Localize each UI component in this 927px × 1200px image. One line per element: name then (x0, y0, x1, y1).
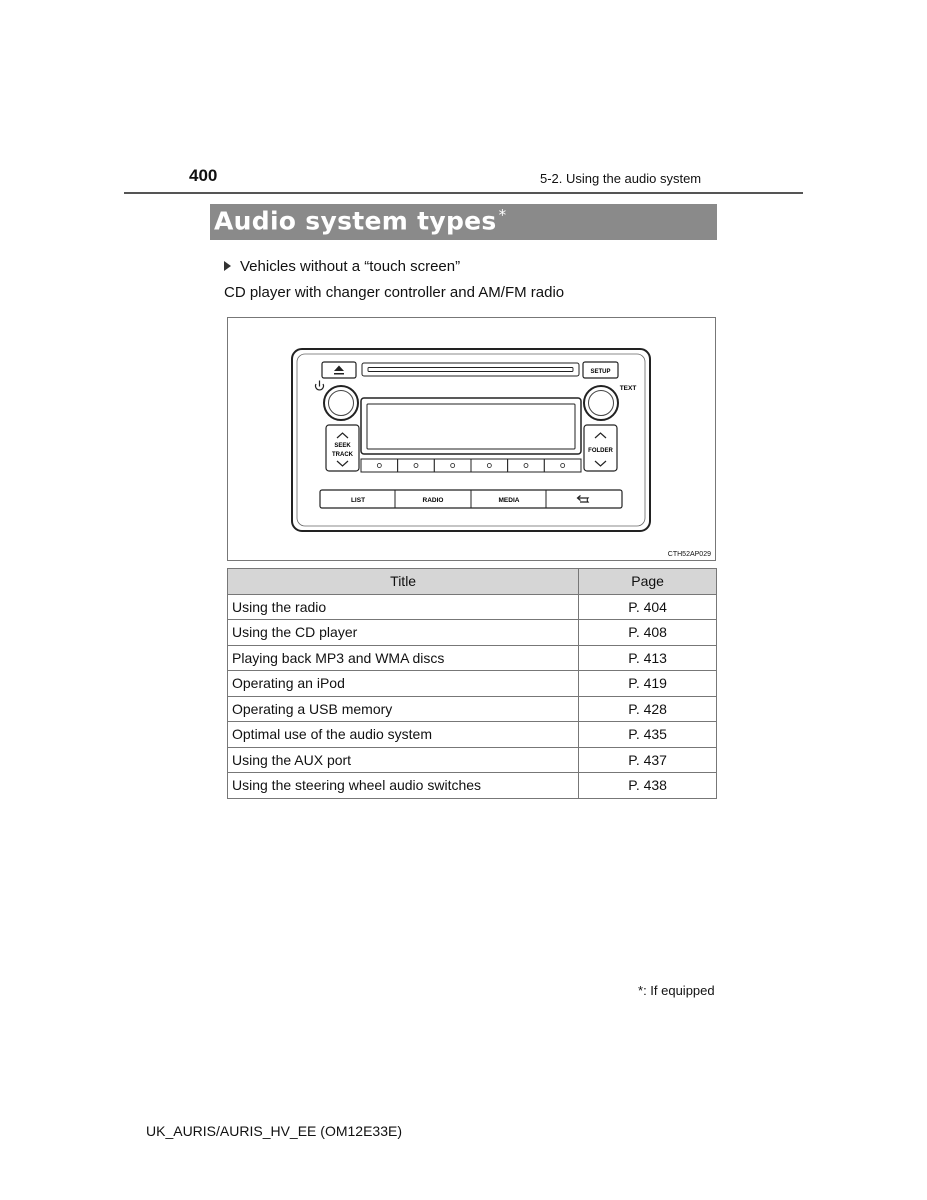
preset-button (508, 459, 545, 472)
audio-unit-figure (227, 317, 716, 561)
header-page: Page (579, 569, 717, 595)
preset-button (361, 459, 398, 472)
preset-buttons (361, 459, 581, 472)
table-row (228, 747, 717, 773)
page-title-text: Audio system types (214, 206, 497, 236)
row-title: Operating an iPod (228, 671, 579, 697)
cd-slot (368, 368, 573, 372)
page-number: 400 (189, 166, 218, 185)
row-title: Using the radio (228, 594, 579, 620)
table-row (228, 722, 717, 748)
radio-label: RADIO (422, 497, 444, 504)
seek-label: SEEK (334, 443, 351, 449)
display-screen (367, 404, 575, 449)
table-row (228, 594, 717, 620)
row-page: P. 419 (579, 671, 717, 697)
tune-knob (584, 386, 618, 420)
row-page: P. 404 (579, 594, 717, 620)
row-title: Using the CD player (228, 620, 579, 646)
section-title: 5-2. Using the audio system (540, 171, 702, 186)
footnote (638, 983, 715, 998)
media-label: MEDIA (498, 497, 520, 504)
table-row (228, 620, 717, 646)
title-marker: * (498, 206, 507, 224)
footnote-marker: * (638, 983, 644, 998)
page-title (214, 206, 506, 235)
row-page: P. 413 (579, 645, 717, 671)
volume-knob (324, 386, 358, 420)
table-row (228, 645, 717, 671)
document-footer: UK_AURIS/AURIS_HV_EE (OM12E33E) (146, 1123, 402, 1139)
bullet-line (224, 258, 460, 275)
row-title: Operating a USB memory (228, 696, 579, 722)
row-title: Playing back MP3 and WMA discs (228, 645, 579, 671)
table-row (228, 773, 717, 799)
figure-caption: CD player with changer controller and AM/FM radio (224, 284, 565, 301)
row-title: Using the AUX port (228, 747, 579, 773)
row-page: P. 437 (579, 747, 717, 773)
folder-label: FOLDER (588, 448, 613, 454)
row-page: P. 438 (579, 773, 717, 799)
audio-unit-illustration (228, 318, 715, 560)
setup-label: SETUP (590, 369, 611, 375)
row-page: P. 428 (579, 696, 717, 722)
preset-button (544, 459, 581, 472)
text-label: TEXT (619, 385, 637, 392)
table-row (228, 696, 717, 722)
bullet-text: Vehicles without a “touch screen” (240, 258, 461, 275)
row-title: Optimal use of the audio system (228, 722, 579, 748)
header-rule (124, 192, 803, 194)
figure-code: CTH52AP029 (667, 551, 711, 558)
list-label: LIST (350, 497, 366, 504)
triangle-bullet-icon (224, 261, 231, 271)
preset-button (398, 459, 435, 472)
row-title: Using the steering wheel audio switches (228, 773, 579, 799)
table-header-row (228, 569, 717, 595)
footnote-text: : If equipped (643, 983, 715, 998)
table-body (228, 594, 717, 798)
contents-table (227, 568, 717, 799)
row-page: P. 408 (579, 620, 717, 646)
preset-button (471, 459, 508, 472)
row-page: P. 435 (579, 722, 717, 748)
track-label: TRACK (332, 452, 353, 458)
table-row (228, 671, 717, 697)
header-title: Title (228, 569, 579, 595)
title-band (210, 204, 717, 240)
preset-button (434, 459, 471, 472)
